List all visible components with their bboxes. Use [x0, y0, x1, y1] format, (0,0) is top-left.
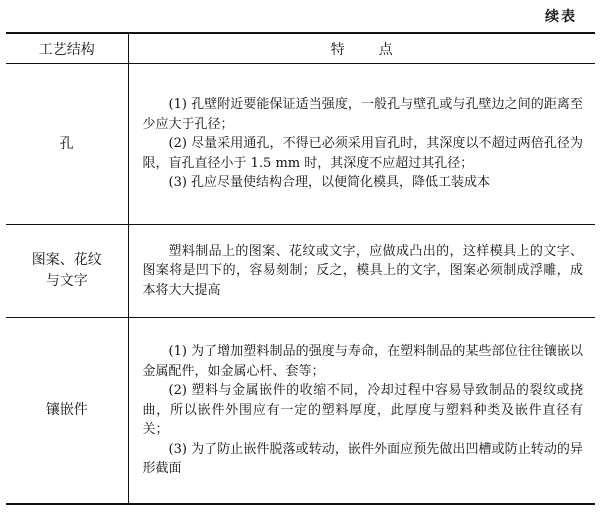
feature-paragraph: (2) 塑料与金属嵌件的收缩不同，冷却过程中容易导致制品的裂纹或挠曲，所以嵌件外围应有一定的塑料厚度，此厚度与塑料种类及嵌件直径有关；: [142, 383, 583, 438]
structure-name-pattern-line-2: 与文字: [45, 273, 88, 289]
feature-paragraph: (3) 为了防止嵌件脱落或转动，嵌件外面应预先做出凹槽或防止转动的异形截面: [142, 441, 583, 477]
table-row-pattern: [6, 225, 595, 318]
feature-paragraph: (2) 尽量采用通孔，不得已必须采用盲孔时，其深度以不超过两倍孔径为限，盲孔直径小于 1.5 mm 时，其深度不应超过其孔径；: [142, 136, 583, 171]
structure-name-pattern-line-1: 图案、花纹: [31, 252, 102, 268]
structure-name-pattern: [6, 225, 128, 318]
header-structure: 工艺结构: [6, 33, 128, 64]
structure-name-insert: 镶嵌件: [6, 318, 128, 505]
process-structure-table: [6, 32, 595, 505]
table-row-insert: [6, 318, 595, 505]
features-pattern: [128, 225, 595, 318]
features-hole: [128, 64, 595, 225]
structure-name-hole: 孔: [6, 64, 128, 225]
header-features-char-1: 特: [330, 41, 345, 58]
feature-paragraph: (1) 孔壁附近要能保证适当强度，一般孔与壁孔或与孔壁边之间的距离至少应大于孔径；: [142, 97, 583, 132]
table-header-row: [6, 33, 595, 64]
features-insert: [128, 318, 595, 505]
feature-paragraph: (1) 为了增加塑料制品的强度与寿命，在塑料制品的某些部位往往镶嵌以金属配件，如金属心杆、套等；: [142, 344, 583, 379]
continued-label: 续表: [545, 9, 577, 25]
header-features: [128, 33, 595, 64]
table-row-hole: [6, 64, 595, 225]
feature-paragraph: 塑料制品上的图案、花纹或文字，应做成凸出的，这样模具上的文字、图案将是凹下的，容易刻制；反之，模具上的文字，图案必须制成浮雕，成本将大大提高: [142, 243, 583, 298]
feature-paragraph: (3) 孔应尽量使结构合理，以便简化模具，降低工装成本: [168, 175, 491, 191]
header-features-char-2: 点: [378, 41, 393, 58]
